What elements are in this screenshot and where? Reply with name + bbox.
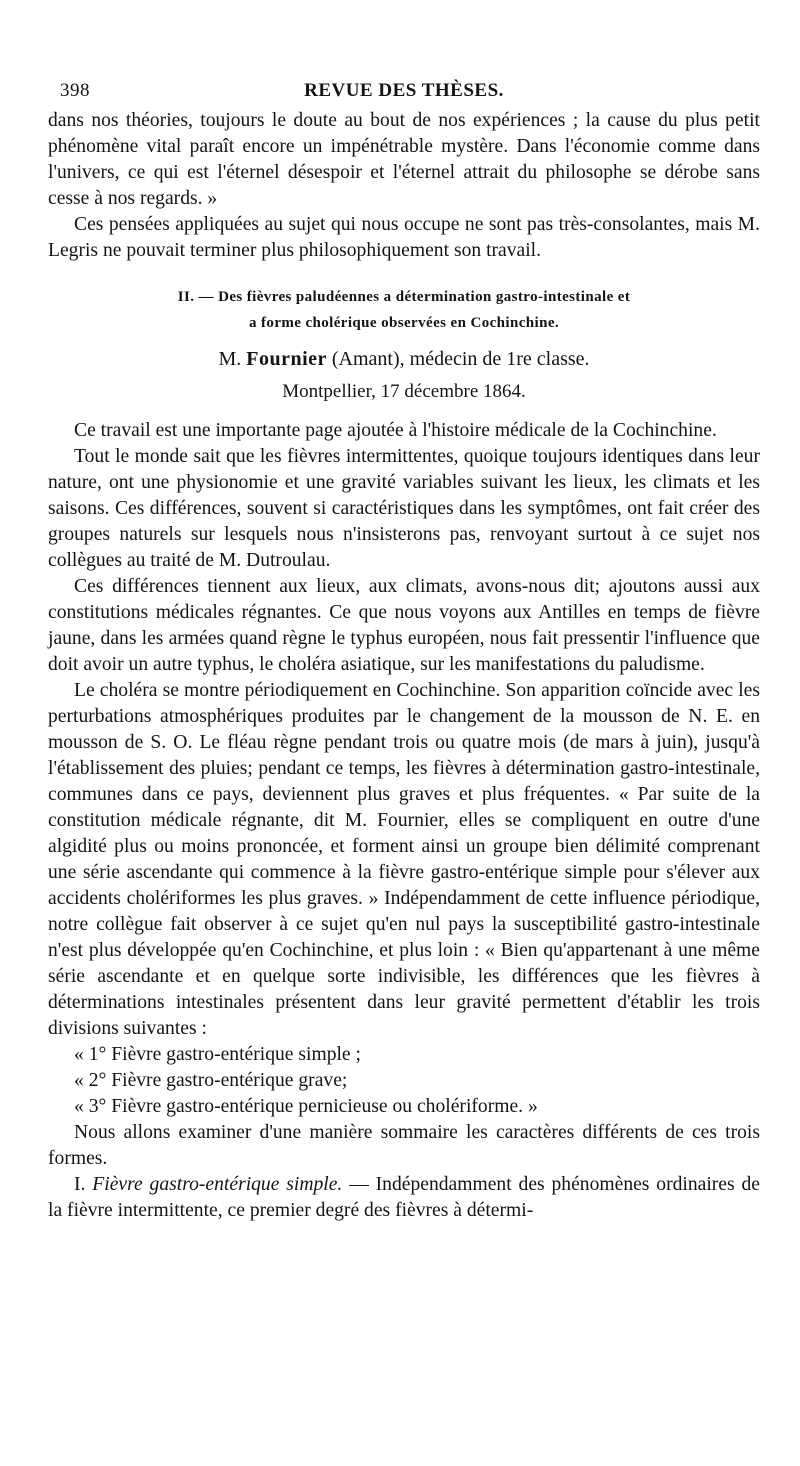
author-prefix: M. <box>218 348 242 370</box>
body-paragraph-2: Tout le monde sait que les fièvres intermittentes, quoique toujours identiques dans leur nature, ont une physionomie et une gravité variables suivant les lieux, les climats et les saisons. Ces différences, souvent si caractéristiques dans les symptômes, ont fait créer des groupes naturels sur lesquels nous n'insisterons pas, renvoyant surtout à ce sujet nos collègues au traité de M. Dutroulau. <box>48 446 760 571</box>
section-heading <box>48 284 760 336</box>
page-number: 398 <box>60 80 90 101</box>
subsection-number: I. <box>74 1174 86 1195</box>
subsection-title: Fièvre gastro-entérique simple. <box>92 1174 343 1195</box>
list-item-1: « 1° Fièvre gastro-entérique simple ; <box>74 1044 361 1065</box>
intro-paragraph-1: dans nos théories, toujours le doute au bout de nos expériences ; la cause du plus petit phénomène vital paraît encore un impénétrable mystère. Dans l'économie comme dans l'univers, ce qui est l'éternel désespoir et l'éternel attrait du philosophe se dérobe sans cesse à nos regards. » <box>48 110 760 209</box>
section-heading-line-2: a forme cholérique observées en Cochinchine. <box>248 315 560 331</box>
subsection-text: — Indépendamment des phénomènes ordinaires de la fièvre intermittente, ce premier degré des fièvres à détermi- <box>48 1174 760 1221</box>
list-item-2: « 2° Fièvre gastro-entérique grave; <box>74 1070 348 1091</box>
author-line <box>48 344 760 374</box>
body-paragraph-4: Le choléra se montre périodiquement en Cochinchine. Son apparition coïncide avec les perturbations atmosphériques produites par le changement de la mousson de N. E. en mousson de S. O. Le fléau règne pendant trois ou quatre mois (de mars à juin), jusqu'à l'établissement des pluies; pendant ce temps, les fièvres à détermination gastro-intestinale, communes dans ce pays, deviennent plus graves et plus fréquentes. « Par suite de la constitution médicale régnante, dit M. Fournier, elles se compliquent en outre d'une algidité plus ou moins prononcée, et forment ainsi un groupe bien délimité comprenant une série ascendante qui commence à la fièvre gastro-entérique simple pour s'élever aux accidents cholériformes les plus graves. » Indépendamment de cette influence périodique, notre collègue fait observer à ce sujet qu'en nul pays la susceptibilité gastro-intestinale n'est plus développée qu'en Cochinchine, et plus loin : « Bien qu'appartenant à une même série ascendante et en quelque sorte indivisible, les différences que les fièvres à déterminations intestinales présentent dans leur gravité permettent d'établir les trois divisions suivantes : <box>48 680 760 1039</box>
after-list-paragraph: Nous allons examiner d'une manière sommaire les caractères différents de ces trois formes. <box>48 1122 760 1169</box>
intro-paragraph-2: Ces pensées appliquées au sujet qui nous occupe ne sont pas très-consolantes, mais M. Legris ne pouvait terminer plus philosophiquement son travail. <box>48 214 760 261</box>
author-details: (Amant), médecin de 1re classe. <box>331 348 590 370</box>
subsection-paragraph <box>48 1172 760 1224</box>
running-head <box>48 72 760 108</box>
section-heading-line-1: II. — Des fièvres paludéennes a détermination gastro-intestinale et <box>177 289 631 305</box>
date-line: Montpellier, 17 décembre 1864. <box>282 381 526 402</box>
journal-title: REVUE DES THÈSES. <box>304 80 504 101</box>
body-paragraph-3: Ces différences tiennent aux lieux, aux climats, avons-nous dit; ajoutons aussi aux constitutions médicales régnantes. Ce que nous voyons aux Antilles en temps de fièvre jaune, dans les armées quand règne le typhus européen, nous fait pressentir l'influence que doit avoir un autre typhus, le choléra asiatique, sur les manifestations du paludisme. <box>48 576 760 675</box>
body-paragraph-1: Ce travail est une importante page ajoutée à l'histoire médicale de la Cochinchine. <box>74 420 717 441</box>
author-name: Fournier <box>246 348 327 370</box>
list-item-3: « 3° Fièvre gastro-entérique pernicieuse ou cholériforme. » <box>74 1096 538 1117</box>
